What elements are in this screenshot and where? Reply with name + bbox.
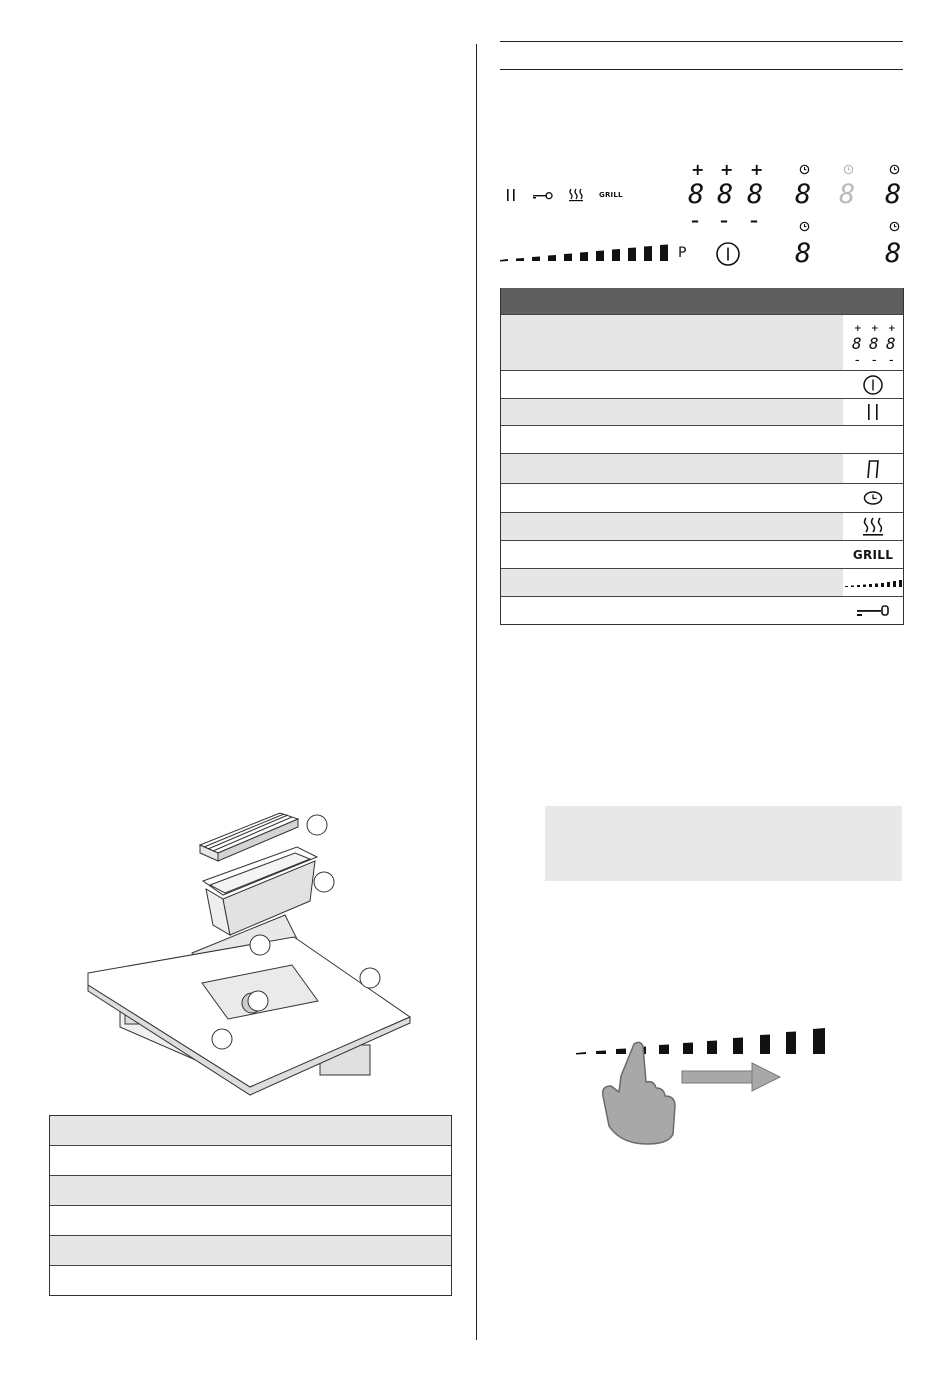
zone-display-symbol bbox=[843, 315, 903, 370]
svg-text:8: 8 bbox=[869, 333, 879, 353]
power-on-off-icon[interactable] bbox=[715, 241, 741, 267]
zone-1-plus-button[interactable]: + bbox=[691, 160, 705, 179]
parts-table-row bbox=[50, 1205, 451, 1235]
grill-indicator-label: GRILL bbox=[599, 191, 623, 199]
svg-text:8: 8 bbox=[852, 333, 862, 353]
timer-3-clock-icon[interactable] bbox=[889, 164, 900, 175]
zone-2-plus-button[interactable]: + bbox=[720, 160, 734, 179]
power-slider[interactable] bbox=[500, 243, 672, 263]
note-box bbox=[545, 806, 902, 881]
power-icon bbox=[862, 374, 884, 396]
slider-gesture-illustration bbox=[570, 1020, 840, 1150]
clock-icon bbox=[862, 490, 884, 506]
timer-4-display: 8 bbox=[795, 238, 812, 269]
table-row-slider bbox=[501, 568, 903, 596]
table-row-bridge bbox=[501, 453, 903, 483]
key-lock-icon bbox=[855, 604, 891, 618]
swipe-right-arrow-icon bbox=[682, 1063, 780, 1091]
parts-table-row bbox=[50, 1116, 451, 1145]
table-row-zone-displays bbox=[501, 314, 903, 370]
power-boost-p[interactable]: P bbox=[678, 245, 687, 261]
table-row-key-lock bbox=[501, 596, 903, 624]
table-row-empty bbox=[501, 425, 903, 453]
table-row-pause bbox=[501, 398, 903, 425]
parts-table-row bbox=[50, 1175, 451, 1205]
grill-label: GRILL bbox=[852, 547, 894, 562]
svg-text:–: – bbox=[889, 355, 894, 365]
timer-1-clock-icon[interactable] bbox=[799, 164, 810, 175]
timer-5-display: 8 bbox=[885, 238, 902, 269]
control-panel bbox=[500, 155, 910, 270]
timer-3-display: 8 bbox=[885, 179, 902, 210]
timer-1-display: 8 bbox=[795, 179, 812, 210]
timer-2-clock-icon[interactable] bbox=[843, 164, 854, 175]
timer-2-display: 8 bbox=[839, 179, 856, 210]
warming-icon bbox=[568, 188, 584, 202]
slider-icon bbox=[843, 577, 903, 589]
zone-2-minus-button[interactable]: – bbox=[720, 211, 728, 230]
bridge-segment-icon bbox=[865, 458, 881, 480]
parts-table bbox=[49, 1115, 452, 1296]
gesture-slider-bars bbox=[576, 1028, 825, 1055]
zone-1-display: 8 bbox=[688, 179, 705, 210]
timer-4-clock-icon[interactable] bbox=[799, 221, 810, 232]
key-lock-icon bbox=[532, 192, 554, 200]
hand-pointer-icon bbox=[603, 1042, 675, 1144]
table-row-warming bbox=[501, 512, 903, 540]
plus-minus-display-icon bbox=[846, 321, 900, 365]
svg-text:+: + bbox=[854, 323, 862, 334]
pause-icon bbox=[866, 403, 880, 421]
pause-icon bbox=[505, 188, 517, 202]
zone-3-minus-button[interactable]: – bbox=[750, 211, 758, 230]
column-divider bbox=[476, 44, 477, 1340]
svg-text:8: 8 bbox=[886, 333, 896, 353]
parts-table-row bbox=[50, 1145, 451, 1175]
zone-2-display: 8 bbox=[717, 179, 734, 210]
header-rule-bottom bbox=[500, 69, 903, 70]
timer-5-clock-icon[interactable] bbox=[889, 221, 900, 232]
zone-1-minus-button[interactable]: – bbox=[691, 211, 699, 230]
function-table bbox=[500, 288, 904, 625]
svg-text:+: + bbox=[871, 323, 879, 334]
parts-table-row bbox=[50, 1235, 451, 1265]
warming-icon bbox=[862, 517, 884, 537]
header-rule-top bbox=[500, 41, 903, 42]
svg-text:–: – bbox=[855, 355, 860, 365]
svg-text:–: – bbox=[872, 355, 877, 365]
zone-3-plus-button[interactable]: + bbox=[750, 160, 764, 179]
parts-table-row bbox=[50, 1265, 451, 1295]
function-table-header bbox=[501, 288, 903, 314]
hob-exploded-diagram bbox=[80, 805, 420, 1105]
table-row-timer bbox=[501, 483, 903, 512]
zone-3-display: 8 bbox=[747, 179, 764, 210]
svg-text:+: + bbox=[888, 323, 896, 334]
table-row-power bbox=[501, 370, 903, 398]
table-row-grill bbox=[501, 540, 903, 568]
